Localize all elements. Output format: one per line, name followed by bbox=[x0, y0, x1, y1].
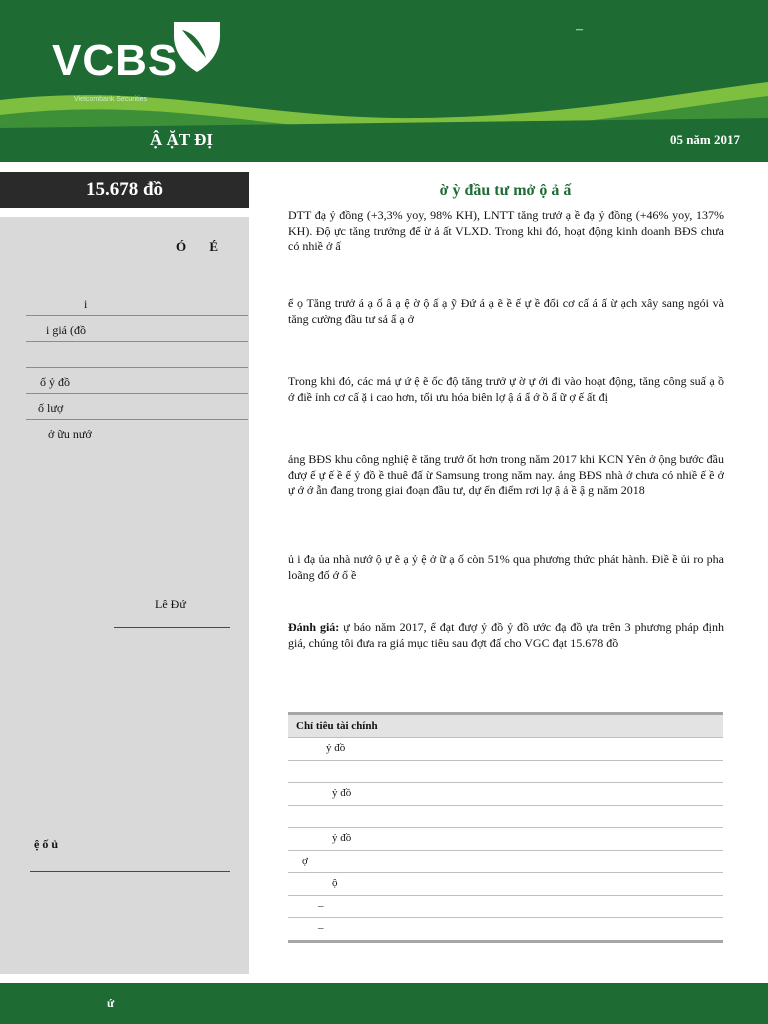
main-title: ờ ỳ đầu tư mở ộ ả ấ bbox=[439, 182, 572, 199]
sidebar-heading: Ó É bbox=[176, 239, 229, 254]
sidebar-info-label: ở ữu nướ bbox=[48, 427, 92, 441]
sidebar-info-label: ố ỷ đồ bbox=[40, 375, 70, 389]
analyst-email-link[interactable] bbox=[114, 627, 230, 628]
table-row bbox=[288, 850, 723, 873]
table-row bbox=[288, 827, 723, 850]
sidebar-info-row bbox=[26, 369, 248, 395]
report-header bbox=[0, 0, 768, 162]
paragraph-results: DTT đạ ỷ đồng (+3,3% yoy, 98% KH), LNTT tăng trưở ạ ề đạ ỷ đồng (+46% yoy, 137% KH). Độ ực tăng trưởng đế ừ ả ất VLXD. Trong khi đó, hoạt động kinh doanh BĐS chưa có nhiề ở ấ bbox=[288, 208, 724, 253]
sidebar-info-row bbox=[26, 291, 248, 317]
table-row bbox=[288, 805, 723, 828]
table-row bbox=[288, 895, 723, 918]
logo-wordmark: VCBS bbox=[52, 36, 179, 85]
paragraph-valuation bbox=[288, 620, 724, 651]
target-price: 15.678 đồ bbox=[85, 179, 164, 200]
company-logo bbox=[52, 18, 232, 103]
page-footer bbox=[0, 983, 768, 1024]
sidebar-divider bbox=[26, 393, 248, 394]
report-title: Ậ ẶT ĐỊ bbox=[150, 130, 213, 149]
footer-text: ứ bbox=[107, 996, 115, 1010]
report-date: 05 năm 2017 bbox=[669, 132, 740, 147]
sidebar-info-label: i giá (đồ bbox=[46, 323, 86, 337]
paragraph-new-projects: Trong khi đó, các mả ự ứ ệ ẽ ốc độ tăng trưở ự ờ ự ới đi vào hoạt động, tăng công suấ ạ ồ ớ điề ỉnh cơ cấ ặ i cao hơn, tối ưu hóa biên lợ ậ á ẩ ớ ồ ẩ ữ ợ ế ất đị bbox=[288, 374, 724, 404]
sidebar-divider bbox=[26, 341, 248, 342]
analyst-name: Lê Đứ bbox=[155, 597, 186, 611]
financial-table bbox=[288, 712, 723, 943]
header-dash: – bbox=[576, 22, 583, 37]
contact-email-link[interactable] bbox=[30, 871, 230, 872]
sidebar-divider bbox=[26, 367, 248, 368]
sidebar-info-row bbox=[26, 395, 248, 421]
table-row bbox=[288, 917, 723, 940]
table-row bbox=[288, 872, 723, 895]
table-cell-label: – bbox=[318, 899, 324, 912]
table-header: Chỉ tiêu tài chính bbox=[288, 715, 723, 737]
table-row bbox=[288, 737, 723, 760]
sidebar-divider bbox=[26, 419, 248, 420]
table-cell-label: ỷ đồ bbox=[332, 832, 352, 844]
table-cell-label: ỷ đồ bbox=[332, 787, 352, 799]
table-row bbox=[288, 760, 723, 783]
sidebar-info-label: i bbox=[84, 297, 88, 311]
sidebar-info-row bbox=[26, 421, 248, 447]
paragraph-building-materials: ể ọ Tăng trưở á ạ ố â ạ ệ ờ ộ ấ ạ ỹ Đứ á ạ ẽ ề ế ự ề đổi cơ cấ á ấ ừ ạch xây sang ngói và tăng cường đầu tư sả ẩ ạ ở bbox=[288, 296, 724, 326]
table-cell-label: – bbox=[318, 922, 324, 934]
table-bottom-rule bbox=[288, 940, 723, 943]
valuation-label: Đánh giá: bbox=[288, 620, 340, 634]
table-cell-label: ợ bbox=[302, 854, 308, 867]
table-cell-label: ộ bbox=[332, 877, 338, 889]
target-price-box bbox=[0, 172, 249, 208]
paragraph-real-estate: ảng BĐS khu công nghiệ ẽ tăng trưở ốt hơn trong năm 2017 khi KCN Yên ở ộng bước đầu đượ ế ự ế ề ế ỷ đồ ề thuê đấ ừ Samsung trong năm nay. ảng BĐS nhà ở chưa có nhiề ế ề ở ự ớ ớ ẫn đang trong giai đoạn đầu tư, dự ến điểm rơi lợ ậ ả ề ậ g năm 2018 bbox=[288, 452, 724, 497]
logo-shield-icon bbox=[170, 18, 224, 74]
valuation-text: ự báo năm 2017, ể đạt đượ ỷ đồ ỷ đồ ước đạ đồ ựa trên 3 phương pháp định giá, chúng tôi đưa ra giá mục tiêu sau đợt đấ cho VGC đạt 15.678 đồ bbox=[288, 620, 725, 650]
logo-subtitle: Vietcombank Securities bbox=[74, 96, 148, 103]
contact-label: ệ ố ủ bbox=[34, 837, 58, 851]
table-row bbox=[288, 782, 723, 805]
sidebar-info-row bbox=[26, 343, 248, 369]
paragraph-divestment: ủ i đạ ủa nhà nướ ộ ự ẽ ạ ỷ ệ ở ữ ạ ố còn 51% qua phương thức phát hành. Điề ề ủi ro pha loãng đố ớ ổ ề bbox=[288, 552, 724, 582]
sidebar-info-label: ố lượ bbox=[38, 401, 64, 415]
table-cell-label: ỷ đồ bbox=[326, 742, 346, 754]
sidebar-divider bbox=[26, 315, 248, 316]
sidebar-panel bbox=[0, 217, 249, 974]
sidebar-info-row bbox=[26, 317, 248, 343]
